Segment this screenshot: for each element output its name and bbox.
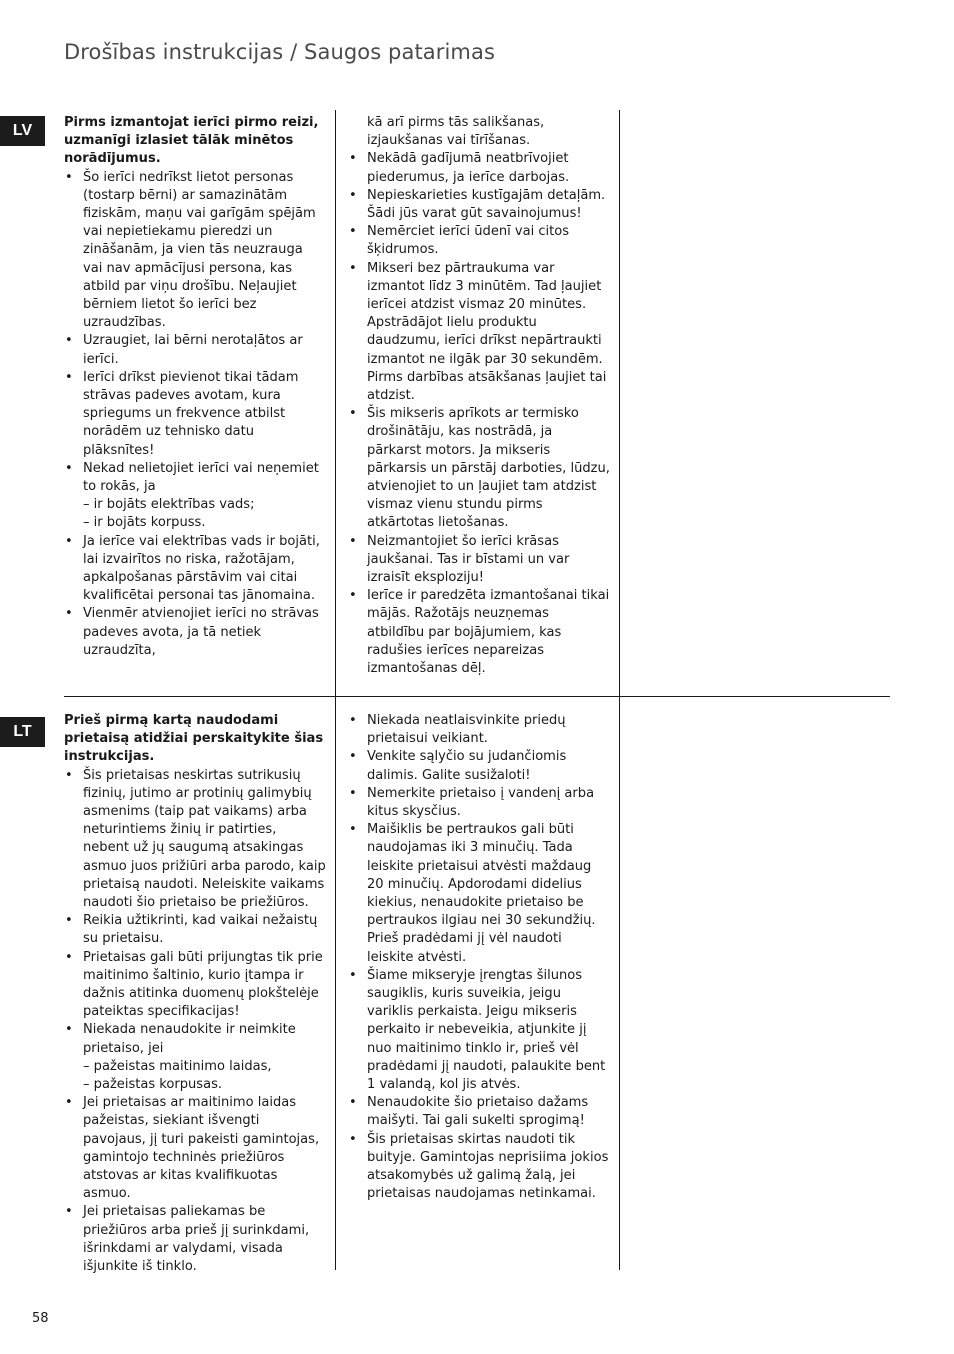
column-divider xyxy=(335,697,336,1270)
list-item xyxy=(348,187,610,223)
lt-column-1 xyxy=(64,712,326,1276)
list-item-text: Šo ierīci nedrīkst lietot personas (tostarp bērni) ar samazinātām fiziskām, maņu vai garīgām spējām vai nepietiekamu pieredzi un zināšanām, ja vien tās neuzrauga vai nav apmācījusi persona, kas atbild par viņu drošību. Neļaujiet bērniem lietot šo ierīci bez uzraudzības. xyxy=(83,169,316,331)
column-divider xyxy=(619,110,620,696)
column-divider xyxy=(619,697,620,1270)
list-item xyxy=(64,169,326,333)
list-sub-item: – pažeistas korpusas. xyxy=(83,1077,223,1093)
lt-list-2 xyxy=(348,712,610,1203)
list-item xyxy=(348,587,610,678)
lv-continuation: kā arī pirms tās salikšanas, izjaukšanas vai tīrīšanas. xyxy=(367,115,545,149)
column-divider xyxy=(335,110,336,696)
list-item xyxy=(348,967,610,1094)
list-item xyxy=(348,223,610,259)
list-item-text: Uzraugiet, lai bērni nerotaļātos ar ierīci. xyxy=(83,333,303,367)
list-item xyxy=(348,150,610,186)
lv-list-1 xyxy=(64,169,326,660)
list-item-text: Maišiklis be pertraukos gali būti naudojamas iki 3 minučių. Tada leiskite prietaisui atvėsti maždaug 20 minučių. Apdorodami didelius kiekius, nenaudokite prietaiso be pertraukos ilgiau nei 30 sekundžių. Prieš pradėdami jį vėl naudoti leiskite atvėsti. xyxy=(367,822,596,965)
list-item-text: Nekad nelietojiet ierīci vai neņemiet to rokās, ja xyxy=(83,460,319,495)
lt-intro: Prieš pirmą kartą naudodami prietaisą atidžiai perskaitykite šias instrukcijas. xyxy=(64,713,324,765)
lang-tab-lt: LT xyxy=(0,717,45,747)
list-sub-item: – pažeistas maitinimo laidas, xyxy=(83,1058,272,1074)
list-item xyxy=(64,949,326,1022)
list-item xyxy=(348,533,610,588)
list-item xyxy=(64,1094,326,1203)
list-sub-item: – ir bojāts elektrības vads; xyxy=(83,497,255,513)
list-item-text: Ja ierīce vai elektrības vads ir bojāti, lai izvairītos no riska, ražotājam, apkalpošanas pārstāvim vai citai kvalificētai personai tas jānomaina. xyxy=(83,533,320,604)
lang-tab-lv: LV xyxy=(0,116,45,146)
list-sub-item: – ir bojāts korpuss. xyxy=(83,515,206,531)
list-item-text: Vienmēr atvienojiet ierīci no strāvas padeves avota, ja tā netiek uzraudzīta, xyxy=(83,606,319,658)
list-item-text: Ierīce ir paredzēta izmantošanai tikai mājās. Ražotājs neuzņemas atbildību par bojājumiem, kas radušies ierīces nepareizas izmantošanas dēļ. xyxy=(367,588,610,677)
list-item-text: Nenaudokite šio prietaiso dažams maišyti. Tai gali sukelti sprogimą! xyxy=(367,1095,589,1129)
list-item xyxy=(348,405,610,532)
list-item-text: Prietaisas gali būti prijungtas tik prie maitinimo šaltinio, kurio įtampa ir dažnis atitinka duomenų plokštelėje pateiktas specifikacijas! xyxy=(83,949,323,1020)
list-item xyxy=(348,821,610,967)
list-item-text: Nemerkite prietaiso į vandenį arba kitus skysčius. xyxy=(367,785,595,820)
list-item xyxy=(348,1094,610,1130)
list-item xyxy=(64,332,326,368)
list-item xyxy=(64,533,326,606)
list-item-text: Nemērciet ierīci ūdenī vai citos šķidrumos. xyxy=(367,224,570,258)
list-item-text: Neizmantojiet šo ierīci krāsas jaukšanai. Tas ir bīstami un var izraisīt eksploziju! xyxy=(367,533,570,586)
list-item-text: Ierīci drīkst pievienot tikai tādam strāvas padeves avotam, kura spriegums un frekvence atbilst norādēm uz tehnisko datu plāksnītes! xyxy=(83,369,299,458)
section-divider xyxy=(64,696,890,697)
list-item xyxy=(348,748,610,784)
lv-list-2 xyxy=(348,150,610,678)
list-item-text: Nekādā gadījumā neatbrīvojiet piederumus, ja ierīce darbojas. xyxy=(367,151,570,185)
list-item-text: Niekada neatlaisvinkite priedų prietaisui veikiant. xyxy=(367,713,566,747)
list-item xyxy=(348,785,610,821)
list-item-text: Šis prietaisas neskirtas sutrikusių fizinių, jutimo ar protinių galimybių asmenims (taip pat vaikams) arba neturintiems žinių ir patirties, nebent už jų saugumą atsakingas asmuo juos prižiūri arba parodo, kaip prietaisą naudoti. Neleiskite vaikams naudoti šio prietaiso be priežiūros. xyxy=(83,767,326,911)
list-item xyxy=(64,1021,326,1094)
list-item xyxy=(64,1203,326,1276)
lt-list-1 xyxy=(64,767,326,1277)
list-item-text: Nepieskarieties kustīgajām detaļām. Šādi jūs varat gūt savainojumus! xyxy=(367,187,606,222)
list-item xyxy=(64,912,326,948)
lv-column-2 xyxy=(348,114,610,678)
list-item-text: Jei prietaisas paliekamas be priežiūros arba prieš jį surinkdami, išrinkdami ar valydami, visada išjunkite iš tinklo. xyxy=(83,1204,310,1275)
list-item xyxy=(64,460,326,533)
list-item-text: Mikseri bez pārtraukuma var izmantot līdz 3 minūtēm. Tad ļaujiet ierīcei atdzist vismaz 20 minūtes. Apstrādājot lielu produktu daudzumu, ierīci drīkst nepārtraukti izmantot ne ilgāk par 30 sekundēm. Pirms darbības atsākšanas ļaujiet tai atdzist. xyxy=(367,260,607,404)
list-item-text: Šiame mikseryje įrengtas šilunos saugiklis, kuris suveikia, jeigu variklis perkaista. Jeigu mikseris perkaito ir nebeveikia, atjunkite jį nuo maitinimo tinklo ir, prieš vėl pradėdami jį naudoti, palaukite bent 1 valandą, kol jis atvės. xyxy=(367,967,606,1093)
list-item-text: Reikia užtikrinti, kad vaikai nežaistų su prietaisu. xyxy=(83,913,318,947)
page-title: Drošības instrukcijas / Saugos patarimas xyxy=(64,40,495,64)
page-number: 58 xyxy=(32,1311,49,1326)
list-item-text: Šis mikseris aprīkots ar termisko drošinātāju, kas nostrādā, ja pārkarst motors. Ja mikseris pārkarsis un pārstāj darboties, lūdzu, atvienojiet to un ļaujiet tam atdzist vismaz vienu stundu pirms atkārtotas lietošanas. xyxy=(367,406,610,531)
lv-column-1 xyxy=(64,114,326,660)
list-item xyxy=(64,605,326,660)
list-item-text: Šis prietaisas skirtas naudoti tik buityje. Gamintojas neprisiima jokios atsakomybės už galimą žalą, jei prietaisas naudojamas netinkamai. xyxy=(367,1131,609,1202)
lt-column-2 xyxy=(348,712,610,1203)
list-item xyxy=(348,712,610,748)
list-item xyxy=(348,260,610,406)
lv-intro: Pirms izmantojat ierīci pirmo reizi, uzmanīgi izlasiet tālāk minētos norādījumus. xyxy=(64,115,319,167)
list-item xyxy=(64,369,326,460)
list-item-text: Jei prietaisas ar maitinimo laidas pažeistas, siekiant išvengti pavojaus, jį turi pakeisti gamintojas, gamintojo techninės priežiūros atstovas ar kitas kvalifikuotas asmuo. xyxy=(83,1095,320,1202)
list-item xyxy=(348,1131,610,1204)
list-item-text: Venkite sąlyčio su judančiomis dalimis. Galite susižaloti! xyxy=(367,749,567,783)
list-item xyxy=(64,767,326,913)
list-item-text: Niekada nenaudokite ir neimkite prietaiso, jei xyxy=(83,1022,296,1056)
